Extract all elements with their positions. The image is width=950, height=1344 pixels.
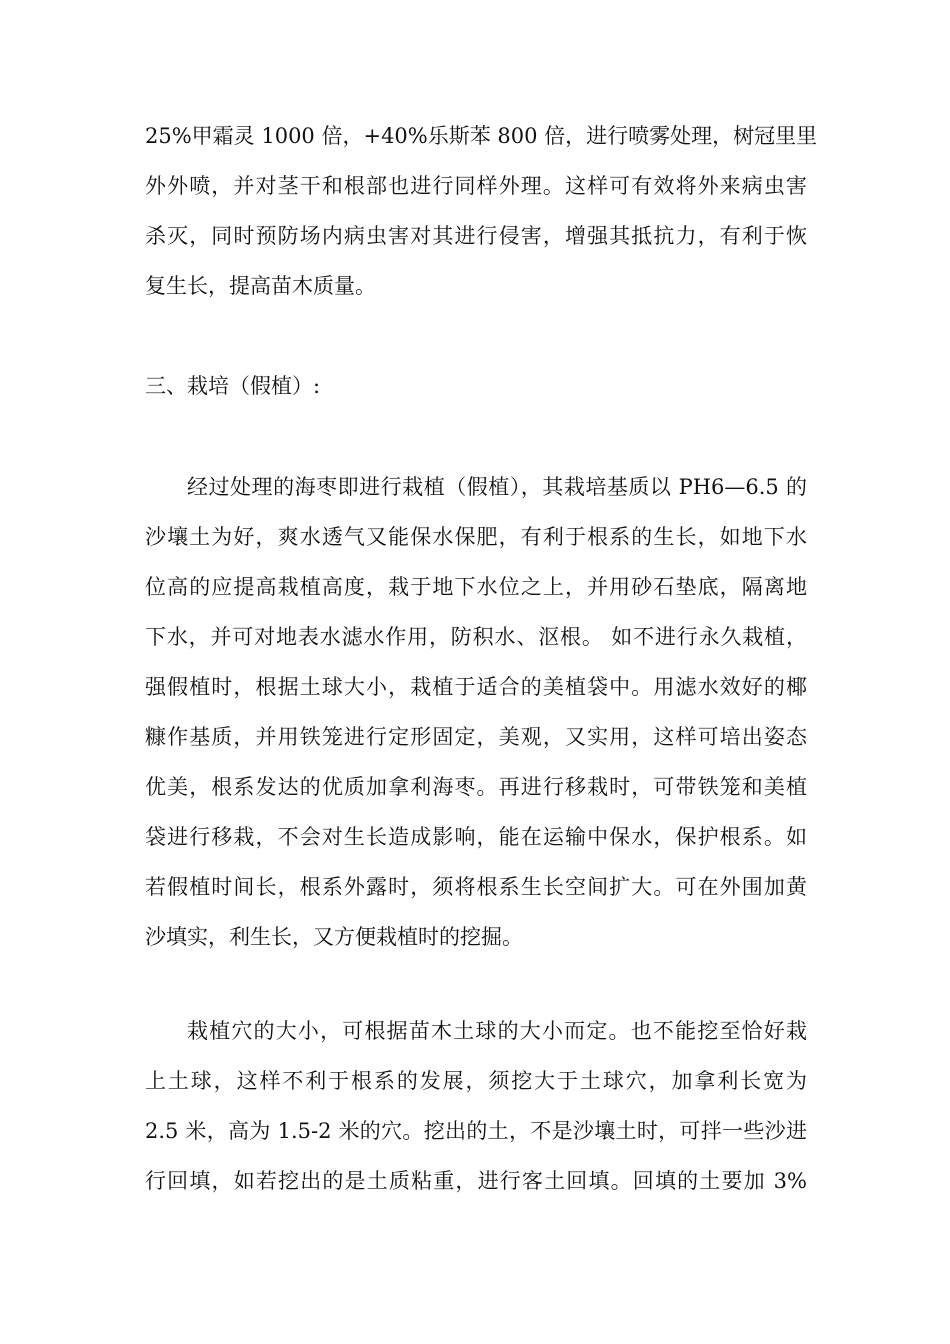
text-line: 强假植时，根据土球大小，栽植于适合的美植袋中。用滤水效好的椰 [145,675,807,699]
text-line: 下水，并可对地表水滤水作用，防积水、沤根。 如不进行永久栽植， [145,625,807,649]
text-line: 位高的应提高栽植高度，栽于地下水位之上，并用砂石垫底，隔离地 [145,575,807,599]
text-line: 若假植时间长，根系外露时，须将根系生长空间扩大。可在外围加黄 [145,875,807,899]
section-heading [145,361,807,411]
text-line: 杀灭，同时预防场内病虫害对其进行侵害，增强其抵抗力，有利于恢 [145,224,807,248]
text-line: 上土球，这样不利于根系的发展，须挖大于土球穴，加拿利长宽为 [145,1069,807,1093]
text-line: 沙填实，利生长，又方便栽植时的挖掘。 [145,925,523,949]
text-line: 外外喷，并对茎干和根部也进行同样外理。这样可有效将外来病虫害 [145,174,807,198]
paragraph-pesticide-treatment [145,111,818,311]
text-line: 优美，根系发达的优质加拿利海枣。再进行移栽时，可带铁笼和美植 [145,775,807,799]
text-line: 袋进行移栽，不会对生长造成影响，能在运输中保水，保护根系。如 [145,825,807,849]
text-line: 行回填，如若挖出的是土质粘重，进行客土回填。回填的土要加 3% [145,1169,807,1193]
text-line: 糠作基质，并用铁笼进行定形固定，美观，又实用，这样可培出姿态 [145,725,807,749]
text-line: 2.5 米，高为 1.5-2 米的穴。挖出的土，不是沙壤土时，可拌一些沙进 [145,1119,807,1143]
paragraph-planting-medium [145,462,807,962]
text-line: 复生长，提高苗木质量。 [145,274,376,298]
section-heading-text: 三、栽培（假植）: [145,374,321,398]
text-line: 经过处理的海枣即进行栽植（假植），其栽培基质以 PH6—6.5 的 [187,475,807,499]
text-line: 沙壤土为好，爽水透气又能保水保肥，有利于根系的生长，如地下水 [145,525,807,549]
text-line: 25%甲霜灵 1000 倍，+40%乐斯苯 800 倍，进行喷雾处理，树冠里里 [145,124,818,148]
paragraph-planting-hole [145,1006,807,1206]
text-line: 栽植穴的大小，可根据苗木土球的大小而定。也不能挖至恰好栽 [187,1019,807,1043]
